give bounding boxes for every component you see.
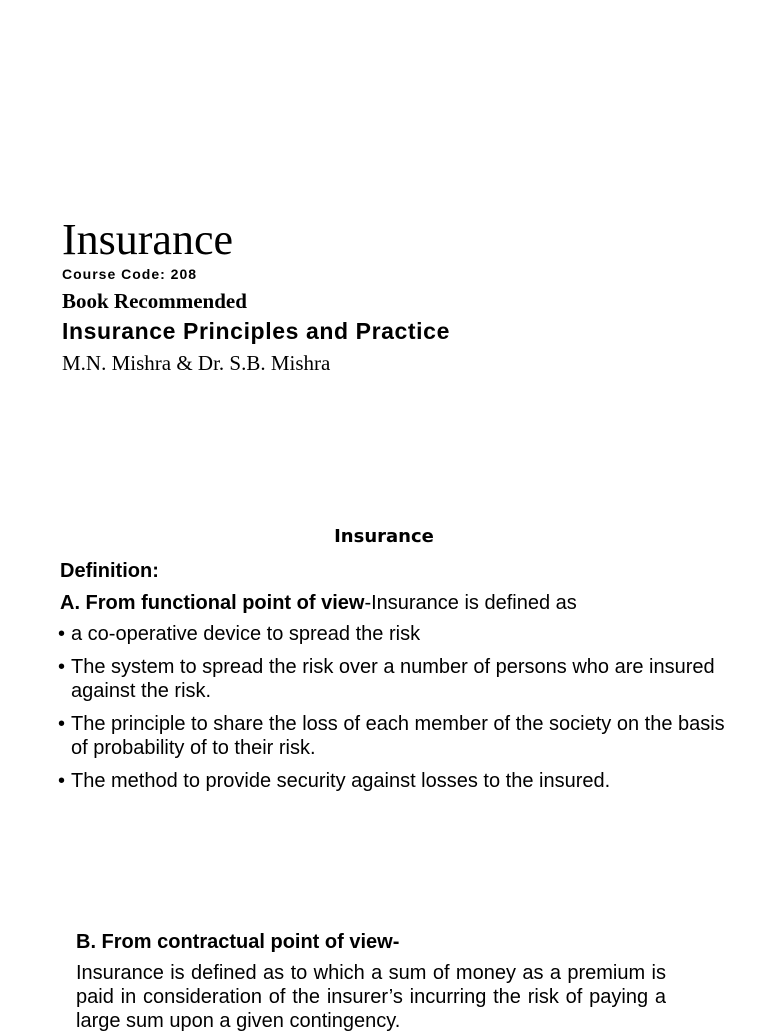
point-a-lead: A. From functional point of view [60,592,365,614]
point-a-line [60,590,577,616]
point-a-rest: -Insurance is defined as [364,592,577,614]
definition-bullet-list [58,622,738,802]
bullet-text: a co-operative device to spread the risk [71,623,421,645]
book-recommended-label: Book Recommended [62,289,247,313]
point-b-label: B. From contractual point of view- [76,931,400,953]
bullet-text: The principle to share the loss of each member of the society on the basis of probability of to their risk. [71,713,725,759]
bullet-text: The system to spread the risk over a number of persons who are insured against the risk. [71,656,715,702]
course-code: Course Code: 208 [62,266,198,282]
slide-title: Insurance [62,215,234,264]
point-b-paragraph: Insurance is defined as to which a sum of money as a premium is paid in consideration of the insurer’s incurring the risk of paying a large sum upon a given contingency. [76,962,666,1032]
book-authors: M.N. Mishra & Dr. S.B. Mishra [62,351,331,375]
bullet-icon: • [58,656,66,678]
section-heading: Insurance [334,526,434,547]
list-item [58,712,738,760]
definition-label: Definition: [60,560,159,582]
bullet-icon: • [58,770,66,792]
bullet-icon: • [58,623,66,645]
bullet-icon: • [58,713,66,735]
list-item [58,769,738,793]
list-item [58,655,738,703]
book-title: Insurance Principles and Practice [62,318,450,344]
bullet-text: The method to provide security against losses to the insured. [71,770,611,792]
list-item [58,622,738,646]
